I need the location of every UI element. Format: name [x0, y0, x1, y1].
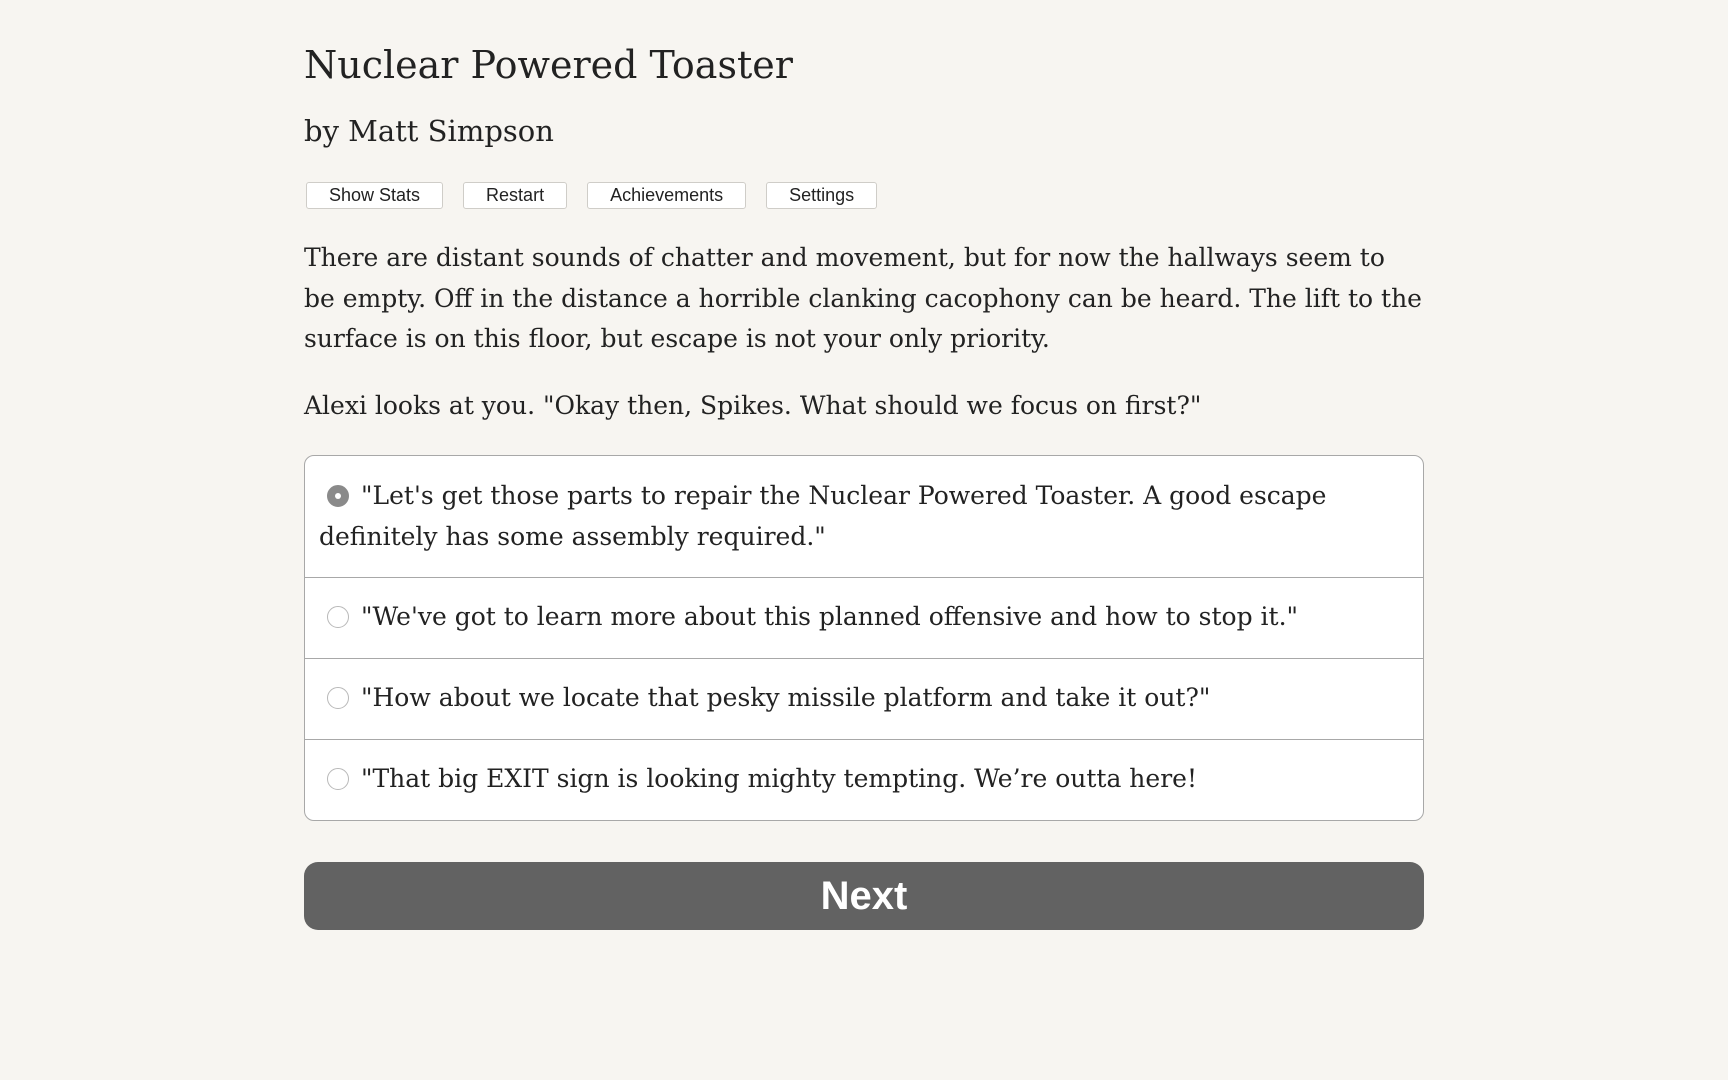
radio-selected-icon[interactable]	[327, 485, 349, 507]
choice-option[interactable]	[305, 658, 1423, 739]
choice-option[interactable]	[305, 456, 1423, 577]
choice-option[interactable]	[305, 577, 1423, 658]
achievements-button[interactable]: Achievements	[587, 182, 746, 209]
radio-icon[interactable]	[327, 687, 349, 709]
narrative-text	[304, 238, 1422, 452]
choice-label: "We've got to learn more about this planned offensive and how to stop it."	[361, 602, 1299, 631]
choice-list	[304, 455, 1424, 821]
toolbar	[306, 182, 877, 209]
next-button[interactable]: Next	[304, 862, 1424, 930]
show-stats-button[interactable]: Show Stats	[306, 182, 443, 209]
narrative-paragraph: There are distant sounds of chatter and movement, but for now the hallways seem to be empty. Off in the distance a horrible clanking cacophony can be heard. The lift to the surface is on this floor, but escape is not your only priority.	[304, 243, 1422, 353]
radio-icon[interactable]	[327, 606, 349, 628]
choice-label: "How about we locate that pesky missile platform and take it out?"	[361, 683, 1211, 712]
choice-label: "Let's get those parts to repair the Nuclear Powered Toaster. A good escape definitely has some assembly required."	[319, 481, 1327, 551]
game-title: Nuclear Powered Toaster	[304, 43, 793, 87]
radio-icon[interactable]	[327, 768, 349, 790]
choice-option[interactable]	[305, 739, 1423, 820]
game-author: by Matt Simpson	[304, 114, 554, 148]
settings-button[interactable]: Settings	[766, 182, 877, 209]
narrative-paragraph: Alexi looks at you. "Okay then, Spikes. What should we focus on first?"	[304, 390, 1202, 420]
choice-label: "That big EXIT sign is looking mighty tempting. We’re outta here!	[361, 764, 1197, 793]
restart-button[interactable]: Restart	[463, 182, 567, 209]
